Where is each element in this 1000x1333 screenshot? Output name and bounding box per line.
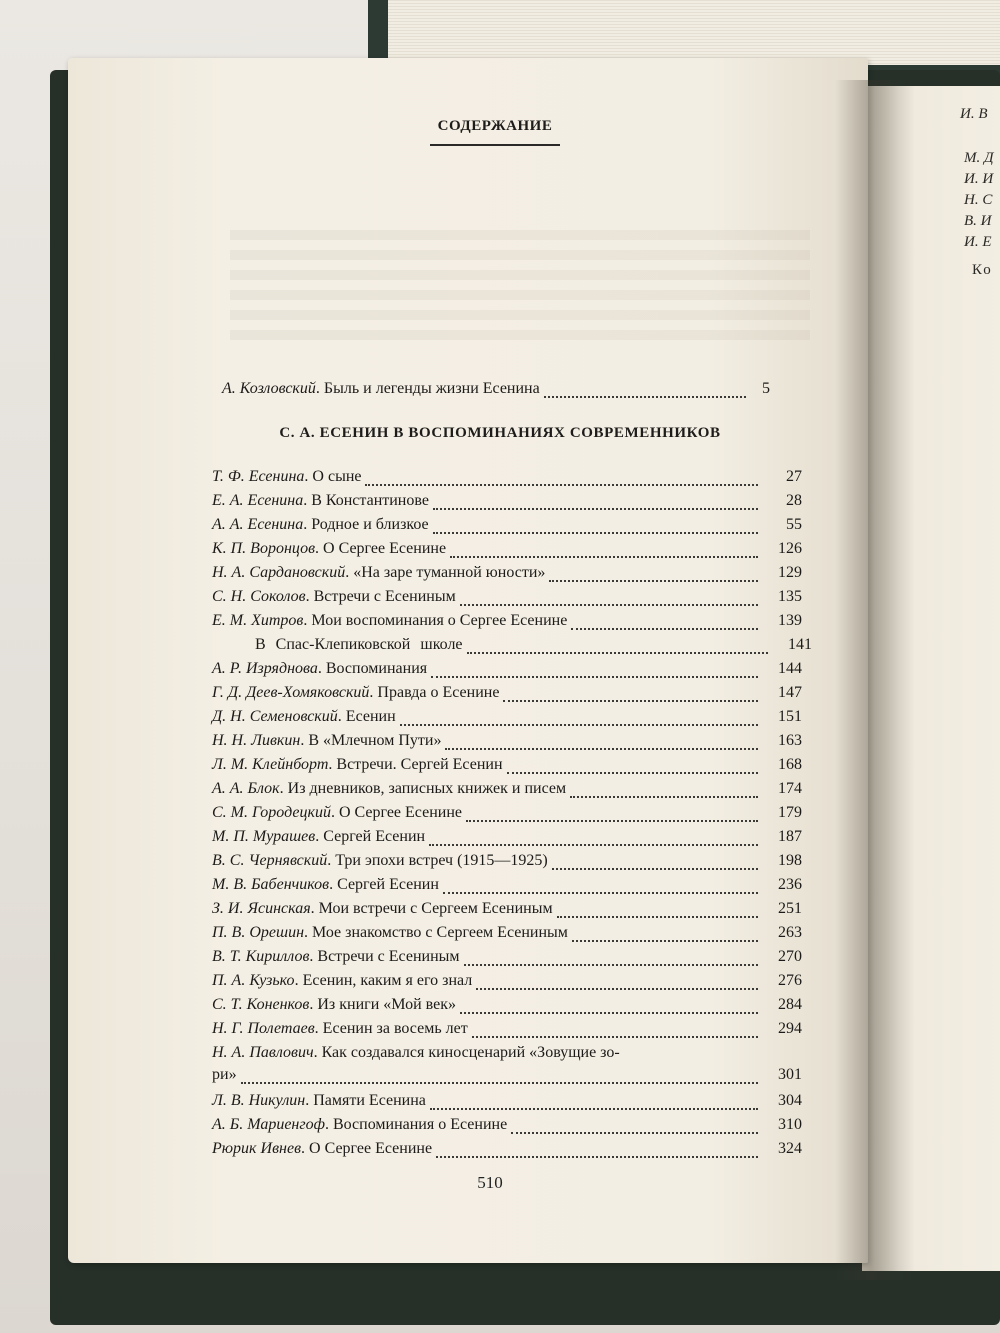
toc-entry: [212, 540, 802, 562]
toc-title: . Как создавался киносценарий «Зовущие зо-: [313, 1044, 620, 1061]
toc-entry: [212, 1140, 802, 1162]
toc-entry: [212, 1092, 802, 1114]
toc-entry: [212, 1116, 802, 1138]
toc-title: . Правда о Есенине: [369, 684, 500, 701]
toc-author: Н. А. Сардановский: [212, 564, 346, 581]
toc-entry: [212, 732, 802, 754]
toc-page: 179: [778, 804, 802, 821]
leader-dots: [472, 1024, 758, 1038]
toc-title: . Воспоминания: [317, 660, 428, 677]
toc-title: . Встречи. Сергей Есенин: [328, 756, 503, 773]
leader-dots: [571, 616, 758, 630]
toc-page: 236: [778, 876, 802, 893]
toc-entry: [212, 708, 802, 730]
leader-dots: [511, 1120, 758, 1134]
toc-entry: [212, 1044, 802, 1066]
right-page-line: И. Е: [964, 234, 992, 250]
leader-dots: [445, 736, 758, 750]
toc-page: 55: [786, 516, 802, 533]
toc-author: А. Козловский: [222, 380, 316, 397]
toc-title: . Есенин: [337, 708, 396, 725]
toc-page: 163: [778, 732, 802, 749]
leader-dots: [400, 712, 758, 726]
toc-author: А. А. Есенина: [212, 516, 304, 533]
toc-author: М. П. Мурашев: [212, 828, 316, 845]
toc-author: П. А. Кузько: [212, 972, 295, 989]
leader-dots: [431, 664, 758, 678]
leader-dots: [466, 808, 758, 822]
toc-entry: [212, 564, 802, 586]
title-underline: [430, 144, 560, 146]
toc-title: . «На заре туманной юности»: [345, 564, 546, 581]
right-page-line: В. И: [964, 213, 992, 229]
leader-dots: [507, 760, 758, 774]
leader-dots: [549, 568, 758, 582]
toc-title: . Сергей Есенин: [329, 876, 439, 893]
toc-author: Е. А. Есенина: [212, 492, 304, 509]
page-title: СОДЕРЖАНИЕ: [437, 118, 553, 134]
toc-author: Т. Ф. Есенина: [212, 468, 305, 485]
toc-entry: [212, 876, 802, 898]
leader-dots: [503, 688, 758, 702]
toc-entry: [212, 900, 802, 922]
toc-author: С. Т. Коненков: [212, 996, 310, 1013]
toc-page: 27: [786, 468, 802, 485]
toc-entry: [222, 380, 770, 402]
toc-page: 147: [778, 684, 802, 701]
toc-title: . Три эпохи встреч (1915—1925): [327, 852, 548, 869]
toc-entry: [212, 948, 802, 970]
toc-page: 144: [778, 660, 802, 677]
toc-author: Г. Д. Деев-Хомяковский: [212, 684, 370, 701]
spine-shadow: [835, 80, 915, 1280]
toc-title: . В Константинове: [303, 492, 429, 509]
right-page-line: И. В: [960, 106, 988, 122]
toc-page: 168: [778, 756, 802, 773]
toc-entry: [212, 852, 802, 874]
toc-page: 251: [778, 900, 802, 917]
toc-entry: [212, 660, 802, 682]
toc-page: 174: [778, 780, 802, 797]
toc-title: . Родное и близкое: [303, 516, 429, 533]
toc-title: . О сыне: [304, 468, 362, 485]
toc-entry: [212, 996, 802, 1018]
toc-entry: [212, 924, 802, 946]
toc-author: С. М. Городецкий: [212, 804, 331, 821]
leader-dots: [433, 520, 758, 534]
toc-page: 151: [778, 708, 802, 725]
toc-entry: [212, 684, 802, 706]
toc-entry: [212, 780, 802, 802]
toc-page: 198: [778, 852, 802, 869]
toc-title: . Из книги «Мой век»: [309, 996, 456, 1013]
toc-title: ри»: [212, 1066, 237, 1083]
leader-dots: [572, 928, 758, 942]
toc-author: Н. Н. Ливкин: [212, 732, 301, 749]
toc-entry: [212, 516, 802, 538]
toc-title: . О Сергее Есенине: [301, 1140, 433, 1157]
toc-page: 141: [788, 636, 812, 653]
toc-author: Д. Н. Семеновский: [212, 708, 338, 725]
toc-author: П. В. Орешин: [212, 924, 304, 941]
toc-title: . Памяти Есенина: [305, 1092, 426, 1109]
leader-dots: [241, 1070, 758, 1084]
right-page-line: Ко: [972, 262, 993, 278]
toc-page: 28: [786, 492, 802, 509]
leader-dots: [467, 640, 768, 654]
toc-page: 129: [778, 564, 802, 581]
toc-entry: [212, 612, 802, 634]
toc-author: В. Т. Кириллов: [212, 948, 310, 965]
leader-dots: [450, 544, 758, 558]
other-book-pages: [388, 0, 1000, 65]
toc-author: Л. М. Клейнборт: [212, 756, 329, 773]
toc-page: 5: [762, 380, 770, 397]
toc-page: 301: [778, 1066, 802, 1083]
toc-page: 284: [778, 996, 802, 1013]
toc-entry: [255, 636, 812, 658]
toc-entry: [212, 468, 802, 490]
section-title: С. А. ЕСЕНИН В ВОСПОМИНАНИЯХ СОВРЕМЕННИКОВ: [279, 425, 721, 441]
right-page-line: М. Д: [964, 150, 994, 166]
leader-dots: [430, 1096, 758, 1110]
toc-author: А. А. Блок: [212, 780, 280, 797]
toc-author: К. П. Воронцов: [212, 540, 316, 557]
bleed-through: [230, 230, 810, 340]
toc-title: . Есенин, каким я его знал: [294, 972, 473, 989]
toc-entry: [212, 1066, 802, 1088]
toc-author: А. Р. Изряднова: [212, 660, 318, 677]
toc-author: М. В. Бабенчиков: [212, 876, 330, 893]
toc-title: . Встречи с Есениным: [305, 588, 456, 605]
right-page-line: И. И: [964, 171, 994, 187]
leader-dots: [552, 856, 758, 870]
toc-title: . Быль и легенды жизни Есенина: [315, 380, 540, 397]
toc-author: З. И. Ясинская: [212, 900, 311, 917]
toc-entry: [212, 588, 802, 610]
toc-author: Рюрик Ивнев: [212, 1140, 302, 1157]
toc-author: С. Н. Соколов: [212, 588, 306, 605]
leader-dots: [443, 880, 758, 894]
toc-title: В Спас-Клепиковской школе: [255, 636, 463, 653]
toc-page: 139: [778, 612, 802, 629]
toc-author: Н. Г. Полетаев: [212, 1020, 315, 1037]
toc-page: 276: [778, 972, 802, 989]
leader-dots: [544, 384, 746, 398]
leader-dots: [365, 472, 758, 486]
toc-entry: [212, 492, 802, 514]
toc-title: . Сергей Есенин: [315, 828, 426, 845]
toc-page: 187: [778, 828, 802, 845]
toc-entry: [212, 972, 802, 994]
toc-title: . Из дневников, записных книжек и писем: [279, 780, 567, 797]
toc-author: Е. М. Хитров: [212, 612, 304, 629]
page-number: 510: [477, 1173, 503, 1192]
toc-author: В. С. Чернявский: [212, 852, 328, 869]
toc-title: . О Сергее Есенине: [315, 540, 447, 557]
leader-dots: [436, 1144, 758, 1158]
leader-dots: [476, 976, 758, 990]
right-page-line: Н. С: [964, 192, 993, 208]
toc-title: . Мое знакомство с Сергеем Есениным: [304, 924, 568, 941]
toc-entry: [212, 756, 802, 778]
toc-title: . Встречи с Есениным: [309, 948, 460, 965]
toc-title: . Есенин за восемь лет: [314, 1020, 468, 1037]
leader-dots: [570, 784, 758, 798]
toc-page: 294: [778, 1020, 802, 1037]
toc-entry: [212, 828, 802, 850]
leader-dots: [460, 1000, 758, 1014]
toc-entry: [212, 804, 802, 826]
leader-dots: [429, 832, 758, 846]
toc-author: А. Б. Мариенгоф: [212, 1116, 325, 1133]
leader-dots: [557, 904, 758, 918]
leader-dots: [460, 592, 758, 606]
toc-page: 135: [778, 588, 802, 605]
toc-title: . О Сергее Есенине: [330, 804, 462, 821]
toc-page: 324: [778, 1140, 802, 1157]
toc-title: . Воспоминания о Есенине: [324, 1116, 508, 1133]
toc-title: . В «Млечном Пути»: [300, 732, 442, 749]
toc-entry: [212, 1020, 802, 1042]
toc-title: . Мои встречи с Сергеем Есениным: [310, 900, 553, 917]
toc-author: Н. А. Павлович: [212, 1044, 314, 1061]
toc-page: 126: [778, 540, 802, 557]
toc-author: Л. В. Никулин: [212, 1092, 306, 1109]
toc-page: 270: [778, 948, 802, 965]
toc-page: 304: [778, 1092, 802, 1109]
toc-title: . Мои воспоминания о Сергее Есенине: [303, 612, 568, 629]
toc-page: 263: [778, 924, 802, 941]
toc-page: 310: [778, 1116, 802, 1133]
leader-dots: [464, 952, 759, 966]
leader-dots: [433, 496, 758, 510]
